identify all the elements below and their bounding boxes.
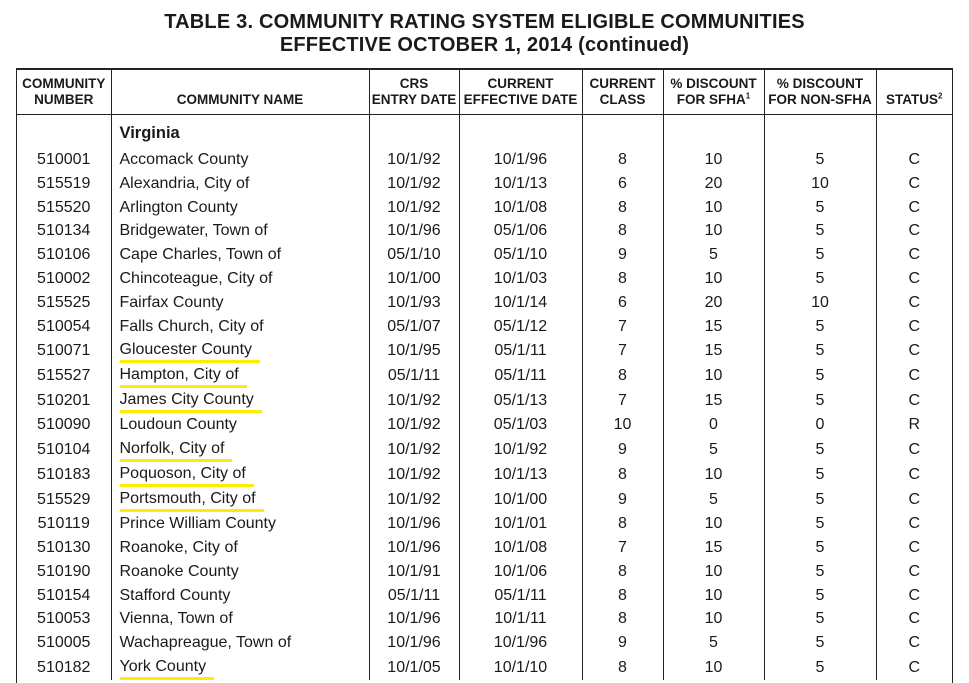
community-name-cell: Arlington County xyxy=(111,196,369,220)
status-cell: C xyxy=(876,363,952,388)
community-number-cell: 510201 xyxy=(37,391,91,409)
crs-entry-date-cell: 05/1/07 xyxy=(369,315,459,339)
current-class-cell: 8 xyxy=(582,655,663,680)
table-row xyxy=(17,315,952,339)
table-row xyxy=(17,462,952,487)
current-class-cell: 6 xyxy=(582,291,663,315)
table-row xyxy=(17,196,952,220)
discount-sfha-cell: 5 xyxy=(663,631,764,655)
community-name-cell: Vienna, Town of xyxy=(111,607,369,631)
community-name-cell xyxy=(111,655,369,680)
crs-entry-date-cell: 10/1/92 xyxy=(369,462,459,487)
crs-entry-date-cell: 10/1/96 xyxy=(369,219,459,243)
current-class-cell: 9 xyxy=(582,631,663,655)
crs-entry-date-cell: 10/1/96 xyxy=(369,512,459,536)
header-discount-sfha: % DISCOUNT FOR SFHA$^1$ xyxy=(663,70,764,115)
status-cell: C xyxy=(876,172,952,196)
status-cell: C xyxy=(876,512,952,536)
discount-sfha-cell: 10 xyxy=(663,196,764,220)
highlighted-name: York County xyxy=(120,656,215,680)
discount-non-sfha-cell: 10 xyxy=(764,291,876,315)
crs-entry-date-cell: 10/1/92 xyxy=(369,388,459,413)
table-row xyxy=(17,655,952,680)
crs-entry-date-cell: 10/1/05 xyxy=(369,655,459,680)
table-body xyxy=(17,115,952,680)
table-row xyxy=(17,584,952,608)
current-effective-date-cell: 10/1/14 xyxy=(459,291,582,315)
community-name-cell: Stafford County xyxy=(111,584,369,608)
current-effective-date-cell: 05/1/06 xyxy=(459,219,582,243)
discount-non-sfha-cell: 5 xyxy=(764,512,876,536)
discount-non-sfha-cell: 5 xyxy=(764,462,876,487)
table-row xyxy=(17,338,952,363)
current-effective-date-cell: 10/1/11 xyxy=(459,607,582,631)
status-cell: C xyxy=(876,560,952,584)
status-cell: C xyxy=(876,536,952,560)
header-community-name: COMMUNITY NAME xyxy=(111,70,369,115)
discount-non-sfha-cell: 5 xyxy=(764,267,876,291)
current-class-cell: 9 xyxy=(582,487,663,512)
crs-table xyxy=(17,70,952,680)
community-name-cell xyxy=(111,388,369,413)
community-name-cell: Wachapreague, Town of xyxy=(111,631,369,655)
title-line-1: TABLE 3. COMMUNITY RATING SYSTEM ELIGIBLE COMMUNITIES xyxy=(164,11,805,33)
discount-sfha-cell: 0 xyxy=(663,413,764,437)
crs-entry-date-cell: 10/1/95 xyxy=(369,338,459,363)
current-class-cell: 8 xyxy=(582,363,663,388)
header-row xyxy=(17,70,952,115)
current-effective-date-cell: 05/1/10 xyxy=(459,243,582,267)
table-row xyxy=(17,243,952,267)
discount-non-sfha-cell: 5 xyxy=(764,148,876,172)
current-effective-date-cell: 10/1/96 xyxy=(459,148,582,172)
status-cell: C xyxy=(876,196,952,220)
crs-entry-date-cell: 05/1/11 xyxy=(369,363,459,388)
community-name-cell: Roanoke County xyxy=(111,560,369,584)
current-effective-date-cell: 10/1/96 xyxy=(459,631,582,655)
current-class-cell: 9 xyxy=(582,243,663,267)
current-class-cell: 8 xyxy=(582,219,663,243)
current-class-cell: 8 xyxy=(582,462,663,487)
current-effective-date-cell: 10/1/08 xyxy=(459,196,582,220)
community-name-cell: Falls Church, City of xyxy=(111,315,369,339)
current-class-cell: 7 xyxy=(582,315,663,339)
current-effective-date-cell: 10/1/01 xyxy=(459,512,582,536)
current-effective-date-cell: 10/1/06 xyxy=(459,560,582,584)
table-row xyxy=(17,607,952,631)
discount-non-sfha-cell: 5 xyxy=(764,219,876,243)
crs-table-container xyxy=(16,68,953,683)
status-cell: C xyxy=(876,291,952,315)
title-continued: (continued) xyxy=(578,34,690,56)
current-effective-date-cell: 10/1/00 xyxy=(459,487,582,512)
community-number-cell: 510134 xyxy=(37,222,91,240)
community-name-cell xyxy=(111,338,369,363)
status-cell: C xyxy=(876,584,952,608)
community-name-cell xyxy=(111,437,369,462)
table-row xyxy=(17,363,952,388)
status-cell: C xyxy=(876,243,952,267)
table-row xyxy=(17,536,952,560)
table-row xyxy=(17,512,952,536)
current-class-cell: 8 xyxy=(582,196,663,220)
current-effective-date-cell: 10/1/13 xyxy=(459,172,582,196)
community-number-cell: 510182 xyxy=(37,658,91,676)
highlighted-name: Hampton, City of xyxy=(120,364,247,388)
state-row xyxy=(17,115,952,149)
current-effective-date-cell: 10/1/13 xyxy=(459,462,582,487)
table-row xyxy=(17,148,952,172)
crs-entry-date-cell: 10/1/91 xyxy=(369,560,459,584)
status-cell: C xyxy=(876,338,952,363)
current-class-cell: 8 xyxy=(582,148,663,172)
current-class-cell: 8 xyxy=(582,560,663,584)
community-name-cell xyxy=(111,363,369,388)
table-row xyxy=(17,267,952,291)
header-discount-non-sfha: % DISCOUNT FOR NON-SFHA xyxy=(764,70,876,115)
community-number-cell: 510154 xyxy=(37,586,91,604)
state-name: Virginia xyxy=(111,115,369,149)
table-row xyxy=(17,437,952,462)
discount-sfha-cell: 10 xyxy=(663,363,764,388)
discount-non-sfha-cell: 5 xyxy=(764,338,876,363)
discount-sfha-cell: 5 xyxy=(663,487,764,512)
status-cell: C xyxy=(876,462,952,487)
current-effective-date-cell: 10/1/08 xyxy=(459,536,582,560)
community-number-cell: 510183 xyxy=(37,465,91,483)
discount-sfha-cell: 10 xyxy=(663,584,764,608)
footnote-2-marker: 2 xyxy=(938,91,943,101)
discount-non-sfha-cell: 5 xyxy=(764,560,876,584)
community-name-cell: Chincoteague, City of xyxy=(111,267,369,291)
current-effective-date-cell: 05/1/11 xyxy=(459,584,582,608)
discount-sfha-cell: 15 xyxy=(663,536,764,560)
discount-sfha-cell: 10 xyxy=(663,462,764,487)
discount-non-sfha-cell: 0 xyxy=(764,413,876,437)
discount-non-sfha-cell: 5 xyxy=(764,437,876,462)
header-current-effective-date: CURRENT EFFECTIVE DATE xyxy=(459,70,582,115)
community-name-cell xyxy=(111,462,369,487)
community-number-cell: 510106 xyxy=(37,246,91,264)
status-cell: C xyxy=(876,388,952,413)
community-name-cell: Prince William County xyxy=(111,512,369,536)
current-effective-date-cell: 10/1/92 xyxy=(459,437,582,462)
status-cell: C xyxy=(876,487,952,512)
discount-sfha-cell: 10 xyxy=(663,512,764,536)
discount-non-sfha-cell: 5 xyxy=(764,196,876,220)
table-row xyxy=(17,631,952,655)
crs-entry-date-cell: 10/1/96 xyxy=(369,536,459,560)
discount-sfha-cell: 20 xyxy=(663,172,764,196)
status-cell: C xyxy=(876,437,952,462)
status-cell: C xyxy=(876,219,952,243)
status-cell: C xyxy=(876,148,952,172)
status-cell: C xyxy=(876,607,952,631)
crs-entry-date-cell: 10/1/92 xyxy=(369,148,459,172)
status-cell: C xyxy=(876,315,952,339)
status-cell: C xyxy=(876,655,952,680)
crs-entry-date-cell: 10/1/96 xyxy=(369,607,459,631)
community-number-cell: 510053 xyxy=(37,610,91,628)
header-current-class: CURRENT CLASS xyxy=(582,70,663,115)
current-class-cell: 8 xyxy=(582,607,663,631)
discount-sfha-cell: 10 xyxy=(663,560,764,584)
current-effective-date-cell: 05/1/11 xyxy=(459,338,582,363)
highlighted-name: Portsmouth, City of xyxy=(120,488,264,512)
current-class-cell: 8 xyxy=(582,267,663,291)
community-number-cell: 510071 xyxy=(37,341,91,359)
community-number-cell: 510130 xyxy=(37,538,91,556)
table-row xyxy=(17,487,952,512)
table-row xyxy=(17,388,952,413)
crs-entry-date-cell: 10/1/92 xyxy=(369,172,459,196)
status-cell: R xyxy=(876,413,952,437)
table-row xyxy=(17,291,952,315)
discount-non-sfha-cell: 10 xyxy=(764,172,876,196)
current-class-cell: 6 xyxy=(582,172,663,196)
current-class-cell: 9 xyxy=(582,437,663,462)
highlighted-name: Poquoson, City of xyxy=(120,463,254,487)
community-number-cell: 515529 xyxy=(37,490,91,508)
crs-entry-date-cell: 05/1/11 xyxy=(369,584,459,608)
highlighted-name: James City County xyxy=(120,389,262,413)
current-class-cell: 8 xyxy=(582,584,663,608)
discount-non-sfha-cell: 5 xyxy=(764,315,876,339)
community-number-cell: 510104 xyxy=(37,440,91,458)
discount-non-sfha-cell: 5 xyxy=(764,388,876,413)
highlighted-name: Norfolk, City of xyxy=(120,438,233,462)
discount-non-sfha-cell: 5 xyxy=(764,243,876,267)
current-effective-date-cell: 10/1/03 xyxy=(459,267,582,291)
community-name-cell: Cape Charles, Town of xyxy=(111,243,369,267)
discount-sfha-cell: 5 xyxy=(663,437,764,462)
community-number-cell: 515519 xyxy=(37,174,91,192)
current-effective-date-cell: 10/1/10 xyxy=(459,655,582,680)
current-class-cell: 7 xyxy=(582,388,663,413)
title-date: EFFECTIVE OCTOBER 1, 2014 xyxy=(279,34,573,56)
table-row xyxy=(17,219,952,243)
crs-entry-date-cell: 10/1/92 xyxy=(369,437,459,462)
community-number-cell: 510090 xyxy=(37,416,91,434)
discount-sfha-cell: 15 xyxy=(663,338,764,363)
community-name-cell: Bridgewater, Town of xyxy=(111,219,369,243)
community-number-cell: 515527 xyxy=(37,366,91,384)
highlighted-name: Gloucester County xyxy=(120,339,261,363)
discount-sfha-cell: 10 xyxy=(663,219,764,243)
footnote-1-marker: 1 xyxy=(745,91,751,101)
table-row xyxy=(17,413,952,437)
community-name-cell: Alexandria, City of xyxy=(111,172,369,196)
discount-non-sfha-cell: 5 xyxy=(764,655,876,680)
community-number-cell: 510005 xyxy=(37,634,91,652)
community-name-cell: Loudoun County xyxy=(111,413,369,437)
discount-sfha-cell: 15 xyxy=(663,315,764,339)
current-class-cell: 8 xyxy=(582,512,663,536)
status-cell: C xyxy=(876,631,952,655)
header-community-number: COMMUNITY NUMBER xyxy=(17,70,111,115)
status-cell: C xyxy=(876,267,952,291)
community-name-cell xyxy=(111,487,369,512)
current-class-cell: 10 xyxy=(582,413,663,437)
crs-entry-date-cell: 10/1/00 xyxy=(369,267,459,291)
current-effective-date-cell: 05/1/12 xyxy=(459,315,582,339)
community-number-cell: 510002 xyxy=(37,269,91,287)
header-crs-entry-date: CRS ENTRY DATE xyxy=(369,70,459,115)
discount-non-sfha-cell: 5 xyxy=(764,584,876,608)
community-number-cell: 510001 xyxy=(37,151,91,168)
discount-non-sfha-cell: 5 xyxy=(764,536,876,560)
community-number-cell: 510054 xyxy=(37,317,91,335)
table-row xyxy=(17,172,952,196)
community-number-cell: 515525 xyxy=(37,293,91,311)
discount-sfha-cell: 20 xyxy=(663,291,764,315)
crs-entry-date-cell: 10/1/92 xyxy=(369,487,459,512)
discount-sfha-cell: 10 xyxy=(663,267,764,291)
discount-non-sfha-cell: 5 xyxy=(764,631,876,655)
discount-sfha-cell: 10 xyxy=(663,655,764,680)
discount-non-sfha-cell: 5 xyxy=(764,487,876,512)
discount-sfha-cell: 10 xyxy=(663,148,764,172)
crs-entry-date-cell: 10/1/92 xyxy=(369,196,459,220)
crs-entry-date-cell: 05/1/10 xyxy=(369,243,459,267)
community-name-cell: Roanoke, City of xyxy=(111,536,369,560)
current-effective-date-cell: 05/1/03 xyxy=(459,413,582,437)
crs-entry-date-cell: 10/1/96 xyxy=(369,631,459,655)
crs-entry-date-cell: 10/1/92 xyxy=(369,413,459,437)
current-class-cell: 7 xyxy=(582,536,663,560)
community-number-cell: 515520 xyxy=(37,198,91,216)
discount-sfha-cell: 15 xyxy=(663,388,764,413)
crs-entry-date-cell: 10/1/93 xyxy=(369,291,459,315)
discount-sfha-cell: 10 xyxy=(663,607,764,631)
current-effective-date-cell: 05/1/11 xyxy=(459,363,582,388)
table-title xyxy=(0,0,969,57)
current-effective-date-cell: 05/1/13 xyxy=(459,388,582,413)
discount-sfha-cell: 5 xyxy=(663,243,764,267)
community-name-cell: Accomack County xyxy=(111,148,369,172)
community-name-cell: Fairfax County xyxy=(111,291,369,315)
header-status: STATUS$^2$ xyxy=(876,70,952,115)
discount-non-sfha-cell: 5 xyxy=(764,607,876,631)
current-class-cell: 7 xyxy=(582,338,663,363)
table-row xyxy=(17,560,952,584)
community-number-cell: 510190 xyxy=(37,562,91,580)
discount-non-sfha-cell: 5 xyxy=(764,363,876,388)
community-number-cell: 510119 xyxy=(37,515,90,533)
title-line-2 xyxy=(0,34,969,57)
